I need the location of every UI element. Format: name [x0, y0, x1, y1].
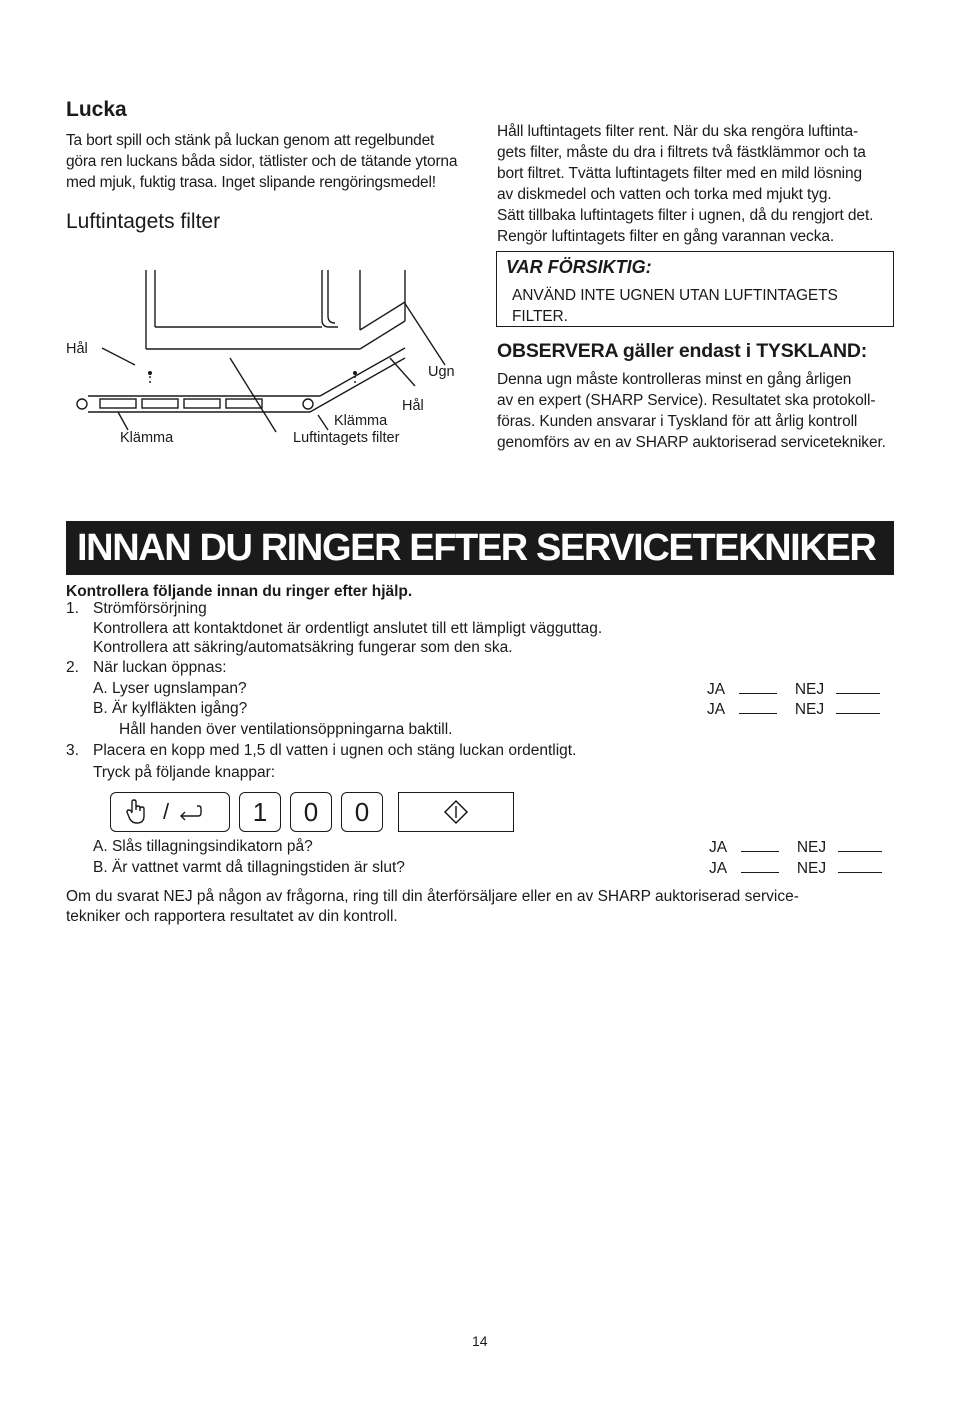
hole-dot	[353, 371, 357, 375]
leader-klamma-right	[318, 415, 328, 430]
leader-hal-right	[390, 358, 415, 386]
closing-text	[66, 887, 896, 927]
answer-row	[707, 699, 880, 720]
step-3-line: Placera en kopp med 1,5 dl vatten i ugnen och stäng luckan ordentligt.	[93, 742, 577, 759]
start-key[interactable]	[398, 792, 514, 832]
caution-text	[512, 285, 838, 327]
checklist-intro: Kontrollera följande innan du ringer efter hjälp.	[66, 583, 413, 600]
filter-line: Sätt tillbaka luftintagets filter i ugnen, då du rengjort det.	[497, 207, 874, 224]
oven-front-curve	[322, 270, 338, 327]
ja-blank[interactable]	[739, 679, 777, 694]
step-2a-question: A. Lyser ugnslampan?	[93, 680, 247, 697]
observera-line: föras. Kunden ansvarar i Tyskland för att årlig kontroll	[497, 413, 858, 430]
digit-key-0[interactable]: 0	[290, 792, 332, 832]
step-3a-question: A. Slås tillagningsindikatorn på?	[93, 838, 313, 855]
ja-label: JA	[709, 839, 727, 856]
answer-row	[707, 679, 880, 700]
stop-clear-key[interactable]	[110, 792, 230, 832]
filter-slot	[142, 399, 178, 408]
label-hal-left: Hål	[66, 341, 88, 357]
digit-key-0[interactable]: 0	[341, 792, 383, 832]
filter-slot	[100, 399, 136, 408]
caution-line: FILTER.	[512, 308, 568, 325]
observera-text	[497, 369, 917, 453]
nej-blank[interactable]	[838, 837, 882, 852]
step-1-line: Kontrollera att kontaktdonet är ordentligt anslutet till ett lämpligt vägguttag.	[93, 620, 603, 637]
lucka-line: göra ren luckans båda sidor, tätlister och de tätande ytorna	[66, 153, 458, 170]
filter-line: bort filtret. Tvätta luftintagets filter med en mild lösning	[497, 165, 863, 182]
nej-label: NEJ	[794, 701, 825, 718]
answer-row	[709, 858, 882, 879]
hole-dot	[148, 371, 152, 375]
step-1-line: Kontrollera att säkring/automatsäkring fungerar som den ska.	[93, 639, 513, 656]
hand-icon	[125, 798, 149, 826]
label-ugn: Ugn	[428, 364, 455, 380]
label-hal-right: Hål	[402, 398, 424, 414]
answer-row	[709, 837, 882, 858]
label-klamma-right: Klämma	[334, 413, 388, 429]
filter-line: Håll luftintagets filter rent. När du ska rengöra luftinta-	[497, 123, 859, 140]
observera-line: av en expert (SHARP Service). Resultatet ska protokoll-	[497, 392, 876, 409]
filter-strip-side-top	[320, 348, 405, 396]
closing-line: Om du svarat NEJ på någon av frågorna, ring till din återförsäljare eller en av SHARP auktoriserad service-	[66, 888, 799, 905]
lucka-text	[66, 130, 486, 193]
caution-title: VAR FÖRSIKTIG:	[506, 257, 652, 277]
start-diamond-icon	[443, 799, 469, 825]
filter-strip-side-bottom	[310, 358, 405, 412]
nej-blank[interactable]	[836, 699, 880, 714]
nej-label: NEJ	[796, 860, 827, 877]
ja-blank[interactable]	[741, 837, 779, 852]
key-slash: /	[163, 799, 170, 824]
filter-hole-left	[77, 399, 87, 409]
step-1-number: 1.	[66, 600, 79, 617]
step-2b-question: B. Är kylfläkten igång?	[93, 700, 248, 717]
observera-line: Denna ugn måste kontrolleras minst en gång årligen	[497, 371, 852, 388]
nej-label: NEJ	[794, 681, 825, 698]
caution-box	[496, 251, 894, 327]
lucka-line: med mjuk, fuktig trasa. Inget slipande rengöringsmedel!	[66, 174, 436, 191]
leader-ugn	[404, 302, 445, 365]
nej-blank[interactable]	[836, 679, 880, 694]
ja-blank[interactable]	[741, 858, 779, 873]
step-3-number: 3.	[66, 742, 79, 759]
lucka-heading: Lucka	[66, 98, 127, 121]
digit-key-1[interactable]: 1	[239, 792, 281, 832]
label-klamma-left: Klämma	[120, 430, 174, 446]
oven-front-curve-inner	[328, 270, 335, 323]
label-filter: Luftintagets filter	[293, 430, 400, 446]
closing-line: tekniker och rapportera resultatet av din kontroll.	[66, 908, 398, 925]
step-2-number: 2.	[66, 659, 79, 676]
filter-line: av diskmedel och vatten och torka med mjukt tyg.	[497, 186, 832, 203]
lucka-line: Ta bort spill och stänk på luckan genom att regelbundet	[66, 132, 435, 149]
filter-hole-right	[303, 399, 313, 409]
leader-filter	[230, 358, 276, 432]
filter-line: Rengör luftintagets filter en gång varannan vecka.	[497, 228, 835, 245]
step-3b-question: B. Är vattnet varmt då tillagningstiden är slut?	[93, 859, 405, 876]
step-2-title: När luckan öppnas:	[93, 659, 227, 676]
filter-slot	[184, 399, 220, 408]
step-1-title: Strömförsörjning	[93, 600, 207, 617]
filter-diagram	[60, 240, 480, 460]
observera-line: genomförs av en av SHARP auktoriserad servicetekniker.	[497, 434, 886, 451]
section-banner: INNAN DU RINGER EFTER SERVICETEKNIKER	[66, 521, 894, 575]
leader-klamma-left	[118, 412, 128, 430]
ja-label: JA	[709, 860, 727, 877]
page-number: 14	[472, 1333, 488, 1349]
leader-hal-left	[102, 348, 135, 365]
nej-blank[interactable]	[838, 858, 882, 873]
step-3-line: Tryck på följande knappar:	[93, 764, 276, 781]
ja-blank[interactable]	[739, 699, 777, 714]
return-arrow-icon	[177, 802, 203, 822]
nej-label: NEJ	[796, 839, 827, 856]
ja-label: JA	[707, 681, 725, 698]
caution-line: ANVÄND INTE UGNEN UTAN LUFTINTAGETS	[512, 287, 838, 304]
filter-line: gets filter, måste du dra i filtrets två fästklämmor och ta	[497, 144, 866, 161]
step-2b-note: Håll handen över ventilationsöppningarna baktill.	[119, 721, 453, 738]
observera-heading: OBSERVERA gäller endast i TYSKLAND:	[497, 340, 868, 362]
filter-heading: Luftintagets filter	[66, 210, 221, 233]
filter-instructions	[497, 121, 917, 247]
ja-label: JA	[707, 701, 725, 718]
